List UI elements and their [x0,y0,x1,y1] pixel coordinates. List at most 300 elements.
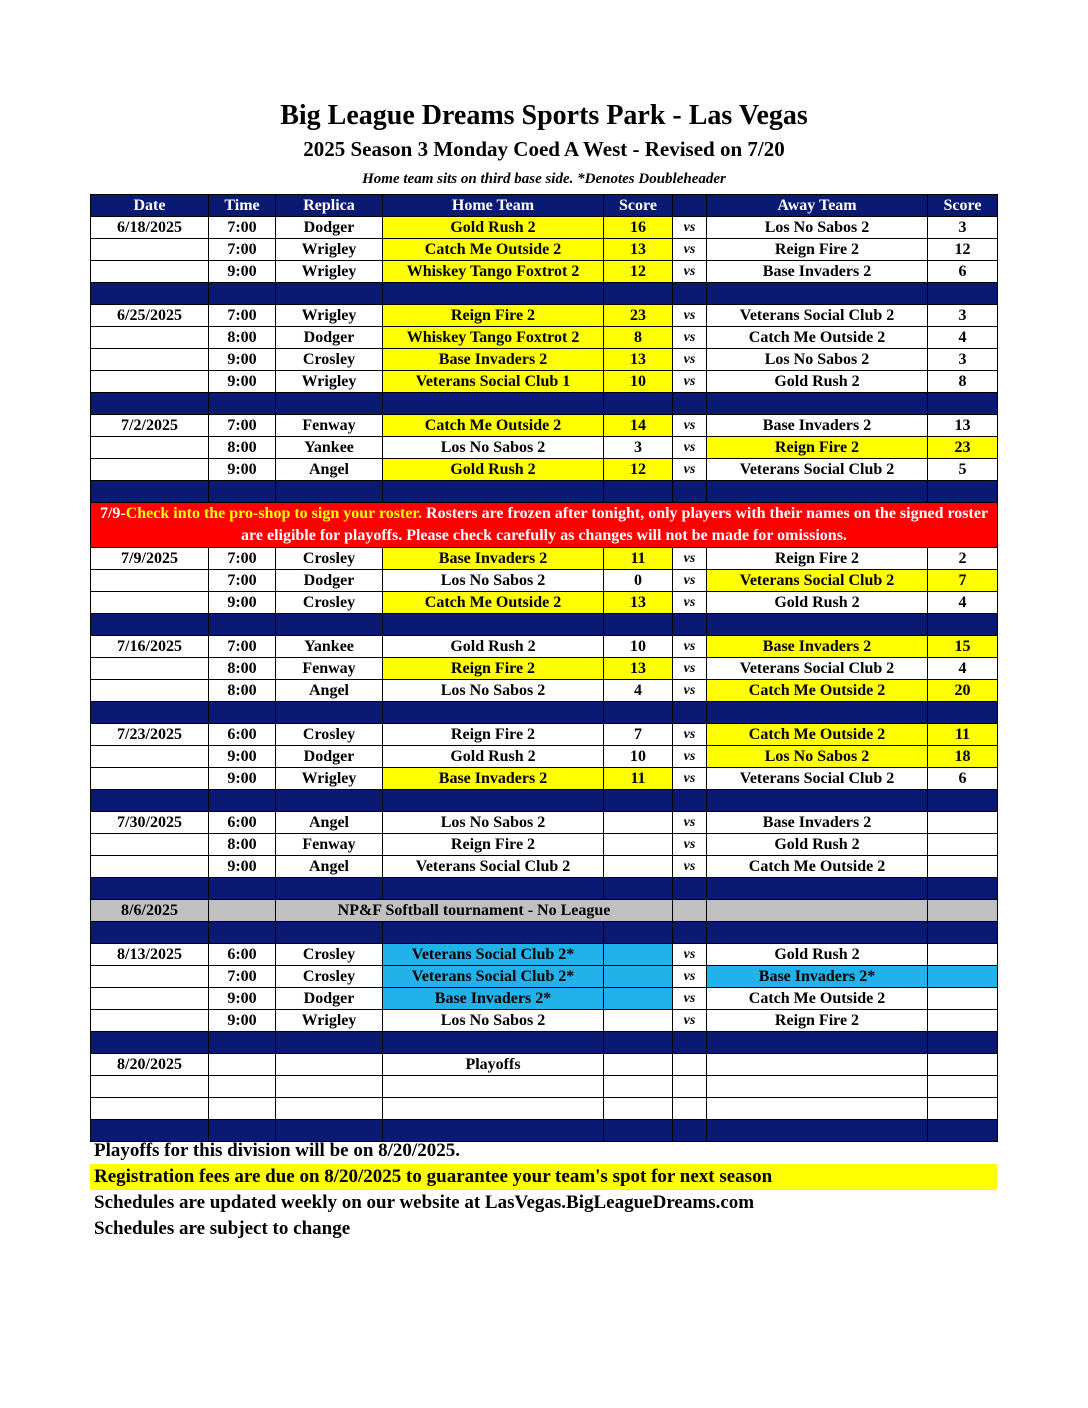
separator-cell [673,922,707,944]
roster-notice-date: 7/9- [99,505,126,522]
playoffs-label: Playoffs [383,1054,604,1076]
vs-cell: vs [673,261,707,283]
date-cell: 7/9/2025 [91,548,209,570]
home-team-cell: Los No Sabos 2 [383,437,604,459]
home-team-cell: Veterans Social Club 1 [383,371,604,393]
time-cell: 9:00 [209,592,276,614]
time-cell: 7:00 [209,217,276,239]
separator-cell [383,702,604,724]
separator-cell [707,393,928,415]
separator-cell [383,878,604,900]
separator-cell [209,878,276,900]
game-row [91,944,998,966]
separator-cell [928,702,998,724]
home-team-cell: Base Invaders 2 [383,768,604,790]
vs-cell: vs [673,371,707,393]
separator-cell [383,790,604,812]
separator-cell [383,614,604,636]
separator-cell [209,702,276,724]
game-row [91,988,998,1010]
vs-cell: vs [673,812,707,834]
time-cell: 6:00 [209,812,276,834]
separator-cell [91,922,209,944]
home-score-cell: 16 [604,217,673,239]
away-score-cell [928,812,998,834]
vs-cell: vs [673,592,707,614]
date-cell [91,261,209,283]
date-cell: 7/16/2025 [91,636,209,658]
separator-cell [209,283,276,305]
replica-cell: Angel [276,812,383,834]
separator-cell [91,790,209,812]
separator-cell [276,481,383,503]
replica-cell: Wrigley [276,371,383,393]
separator-cell [928,614,998,636]
game-row [91,261,998,283]
vs-cell [673,1054,707,1076]
separator-row [91,283,998,305]
schedule-body [91,217,998,1142]
separator-cell [604,481,673,503]
separator-cell [707,481,928,503]
home-score-cell: 11 [604,548,673,570]
away-score-cell: 23 [928,437,998,459]
time-cell: 9:00 [209,768,276,790]
home-team-cell: Reign Fire 2 [383,305,604,327]
home-team-cell: Gold Rush 2 [383,746,604,768]
separator-row [91,922,998,944]
separator-cell [673,393,707,415]
away-score-cell: 5 [928,459,998,481]
away-score-cell [928,1054,998,1076]
separator-row [91,1032,998,1054]
home-team-cell: Los No Sabos 2 [383,680,604,702]
separator-cell [673,790,707,812]
schedule-table [90,194,998,1142]
replica-cell: Angel [276,856,383,878]
separator-cell [604,790,673,812]
game-row [91,437,998,459]
separator-cell [276,790,383,812]
home-score-cell: 10 [604,371,673,393]
replica-cell: Crosley [276,349,383,371]
blank-row [91,1076,998,1098]
game-row [91,217,998,239]
replica-cell: Dodger [276,217,383,239]
away-team-cell: Base Invaders 2 [707,415,928,437]
away-score-cell: 6 [928,768,998,790]
game-row [91,812,998,834]
time-cell: 7:00 [209,966,276,988]
away-score-cell [928,988,998,1010]
vs-cell [673,900,707,922]
vs-cell: vs [673,548,707,570]
separator-cell [91,614,209,636]
away-score-cell: 11 [928,724,998,746]
home-team-cell: Catch Me Outside 2 [383,592,604,614]
replica-cell: Fenway [276,415,383,437]
date-cell [91,371,209,393]
home-score-cell: 7 [604,724,673,746]
game-row [91,349,998,371]
blank-cell [604,1098,673,1120]
away-team-cell: Base Invaders 2* [707,966,928,988]
date-cell [91,1010,209,1032]
separator-cell [604,614,673,636]
home-team-cell: Gold Rush 2 [383,459,604,481]
game-row [91,856,998,878]
game-row [91,834,998,856]
separator-cell [383,393,604,415]
away-team-cell: Gold Rush 2 [707,592,928,614]
home-score-cell [604,988,673,1010]
separator-cell [91,1032,209,1054]
replica-cell: Angel [276,459,383,481]
away-team-cell: Base Invaders 2 [707,636,928,658]
time-cell: 8:00 [209,834,276,856]
roster-notice-row [91,503,998,548]
blank-cell [604,1076,673,1098]
away-team-cell: Veterans Social Club 2 [707,768,928,790]
roster-notice [91,503,998,548]
blank-cell [276,1076,383,1098]
footer-playoffs-note: Playoffs for this division will be on 8/20/2025. [94,1140,460,1161]
date-cell: 7/2/2025 [91,415,209,437]
replica-cell: Crosley [276,548,383,570]
replica-cell: Dodger [276,988,383,1010]
home-score-cell [604,966,673,988]
replica-cell: Crosley [276,724,383,746]
separator-cell [276,614,383,636]
away-score-cell [928,1010,998,1032]
away-team-cell: Los No Sabos 2 [707,349,928,371]
blank-cell [673,1076,707,1098]
separator-cell [91,878,209,900]
separator-cell [928,878,998,900]
column-header-time: Time [209,195,276,217]
replica-cell: Crosley [276,944,383,966]
separator-cell [604,878,673,900]
time-cell: 7:00 [209,239,276,261]
separator-cell [707,614,928,636]
date-cell [91,327,209,349]
separator-cell [707,878,928,900]
time-cell: 7:00 [209,415,276,437]
home-score-cell [604,856,673,878]
vs-cell: vs [673,636,707,658]
blank-cell [928,1098,998,1120]
home-team-cell: Veterans Social Club 2* [383,944,604,966]
date-cell [91,658,209,680]
away-score-cell: 4 [928,592,998,614]
away-score-cell: 18 [928,746,998,768]
column-header-vs [673,195,707,217]
separator-cell [276,283,383,305]
date-cell: 6/25/2025 [91,305,209,327]
time-cell: 7:00 [209,548,276,570]
separator-cell [383,1032,604,1054]
time-cell: 8:00 [209,327,276,349]
separator-cell [276,702,383,724]
game-row [91,415,998,437]
separator-cell [276,922,383,944]
date-cell: 7/30/2025 [91,812,209,834]
home-team-cell: Gold Rush 2 [383,636,604,658]
time-cell: 9:00 [209,1010,276,1032]
separator-row [91,614,998,636]
separator-cell [383,481,604,503]
date-cell [91,459,209,481]
time-cell: 9:00 [209,988,276,1010]
away-team-cell [707,1054,928,1076]
date-cell [91,768,209,790]
separator-cell [707,702,928,724]
blank-cell [383,1076,604,1098]
replica-cell: Wrigley [276,305,383,327]
date-cell [91,966,209,988]
home-score-cell [604,812,673,834]
playoffs-row [91,1054,998,1076]
replica-cell: Wrigley [276,261,383,283]
replica-cell: Angel [276,680,383,702]
game-row [91,371,998,393]
replica-cell: Wrigley [276,1010,383,1032]
column-header-away-team: Away Team [707,195,928,217]
away-score-cell: 15 [928,636,998,658]
no-league-text: NP&F Softball tournament - No League [276,900,673,922]
separator-row [91,790,998,812]
game-row [91,592,998,614]
replica-cell: Wrigley [276,239,383,261]
time-cell: 9:00 [209,459,276,481]
away-team-cell: Los No Sabos 2 [707,217,928,239]
vs-cell: vs [673,680,707,702]
home-score-cell: 8 [604,327,673,349]
vs-cell: vs [673,327,707,349]
separator-cell [276,878,383,900]
away-team-cell: Catch Me Outside 2 [707,988,928,1010]
separator-cell [604,702,673,724]
blank-cell [91,1098,209,1120]
roster-notice-highlight: Check into the pro-shop to sign your roster. [125,505,423,522]
replica-cell [276,1054,383,1076]
home-team-cell: Reign Fire 2 [383,834,604,856]
date-cell: 6/18/2025 [91,217,209,239]
away-team-cell: Catch Me Outside 2 [707,724,928,746]
separator-cell [707,790,928,812]
column-header-replica: Replica [276,195,383,217]
game-row [91,570,998,592]
home-team-cell: Whiskey Tango Foxtrot 2 [383,327,604,349]
blank-cell [707,1076,928,1098]
date-cell [91,856,209,878]
footer-registration-note: Registration fees are due on 8/20/2025 to guarantee your team's spot for next season [90,1164,997,1190]
vs-cell: vs [673,746,707,768]
game-row [91,724,998,746]
away-score-cell: 4 [928,327,998,349]
game-row [91,548,998,570]
vs-cell: vs [673,239,707,261]
replica-cell: Crosley [276,966,383,988]
blank-cell [707,1098,928,1120]
home-team-cell: Base Invaders 2* [383,988,604,1010]
separator-cell [276,1032,383,1054]
separator-cell [707,283,928,305]
away-score-cell: 7 [928,570,998,592]
home-team-cell: Los No Sabos 2 [383,812,604,834]
vs-cell: vs [673,217,707,239]
game-row [91,768,998,790]
separator-cell [928,790,998,812]
away-team-cell: Gold Rush 2 [707,371,928,393]
blank-cell [928,1076,998,1098]
replica-cell: Fenway [276,658,383,680]
replica-cell: Wrigley [276,768,383,790]
separator-cell [604,393,673,415]
separator-cell [209,481,276,503]
date-cell [91,592,209,614]
game-row [91,746,998,768]
home-score-cell: 13 [604,658,673,680]
time-cell: 9:00 [209,261,276,283]
separator-cell [383,922,604,944]
home-score-cell: 0 [604,570,673,592]
vs-cell: vs [673,658,707,680]
away-score-cell: 4 [928,658,998,680]
separator-cell [383,283,604,305]
away-team-cell: Veterans Social Club 2 [707,658,928,680]
home-score-cell: 12 [604,261,673,283]
time-cell: 6:00 [209,944,276,966]
replica-cell: Crosley [276,592,383,614]
page-subtitle: 2025 Season 3 Monday Coed A West - Revised on 7/20 [303,137,785,161]
separator-cell [673,481,707,503]
date-cell [91,349,209,371]
game-row [91,239,998,261]
separator-cell [91,702,209,724]
date-cell: 8/13/2025 [91,944,209,966]
home-team-cell: Reign Fire 2 [383,658,604,680]
separator-cell [928,393,998,415]
game-row [91,459,998,481]
home-score-cell [604,1010,673,1032]
away-score-cell: 3 [928,305,998,327]
game-row [91,1010,998,1032]
replica-cell: Fenway [276,834,383,856]
time-cell: 9:00 [209,746,276,768]
away-team-cell: Reign Fire 2 [707,1010,928,1032]
separator-cell [604,283,673,305]
separator-cell [209,1032,276,1054]
separator-cell [209,393,276,415]
vs-cell: vs [673,570,707,592]
home-score-cell: 3 [604,437,673,459]
away-team-cell [707,900,928,922]
home-score-cell: 4 [604,680,673,702]
separator-row [91,878,998,900]
home-team-cell: Reign Fire 2 [383,724,604,746]
home-team-cell: Veterans Social Club 2* [383,966,604,988]
away-score-cell: 3 [928,349,998,371]
home-score-cell: 13 [604,239,673,261]
replica-cell: Dodger [276,570,383,592]
game-row [91,966,998,988]
separator-cell [707,922,928,944]
footer-change-note: Schedules are subject to change [94,1218,351,1239]
home-score-cell [604,834,673,856]
away-team-cell: Catch Me Outside 2 [707,856,928,878]
no-league-row [91,900,998,922]
blank-cell [383,1098,604,1120]
date-cell: 8/6/2025 [91,900,209,922]
date-cell: 7/23/2025 [91,724,209,746]
vs-cell: vs [673,349,707,371]
home-score-cell: 10 [604,636,673,658]
away-score-cell [928,856,998,878]
replica-cell: Dodger [276,327,383,349]
date-cell [91,239,209,261]
away-score-cell: 12 [928,239,998,261]
vs-cell: vs [673,305,707,327]
separator-cell [673,702,707,724]
vs-cell: vs [673,415,707,437]
date-cell [91,437,209,459]
column-header-home-score: Score [604,195,673,217]
home-score-cell: 14 [604,415,673,437]
separator-cell [276,393,383,415]
away-score-cell: 20 [928,680,998,702]
home-score-cell: 12 [604,459,673,481]
vs-cell: vs [673,856,707,878]
away-team-cell: Veterans Social Club 2 [707,570,928,592]
home-score-cell [604,1054,673,1076]
home-team-cell: Catch Me Outside 2 [383,415,604,437]
time-cell: 8:00 [209,658,276,680]
blank-cell [276,1098,383,1120]
time-cell: 6:00 [209,724,276,746]
separator-cell [673,878,707,900]
separator-row [91,702,998,724]
schedule-note: Home team sits on third base side. *Denotes Doubleheader [362,171,726,187]
home-team-cell: Los No Sabos 2 [383,1010,604,1032]
blank-cell [91,1076,209,1098]
game-row [91,327,998,349]
away-team-cell: Veterans Social Club 2 [707,305,928,327]
replica-cell: Yankee [276,636,383,658]
away-score-cell: 13 [928,415,998,437]
home-score-cell: 10 [604,746,673,768]
home-team-cell: Gold Rush 2 [383,217,604,239]
away-team-cell: Catch Me Outside 2 [707,680,928,702]
home-score-cell [604,944,673,966]
separator-cell [91,481,209,503]
separator-row [91,393,998,415]
separator-cell [673,614,707,636]
home-team-cell: Catch Me Outside 2 [383,239,604,261]
vs-cell: vs [673,966,707,988]
home-score-cell: 13 [604,592,673,614]
date-cell [91,988,209,1010]
home-team-cell: Base Invaders 2 [383,349,604,371]
home-team-cell: Base Invaders 2 [383,548,604,570]
time-cell: 9:00 [209,856,276,878]
replica-cell: Dodger [276,746,383,768]
home-team-cell: Whiskey Tango Foxtrot 2 [383,261,604,283]
time-cell: 7:00 [209,636,276,658]
vs-cell: vs [673,834,707,856]
game-row [91,636,998,658]
vs-cell: vs [673,1010,707,1032]
